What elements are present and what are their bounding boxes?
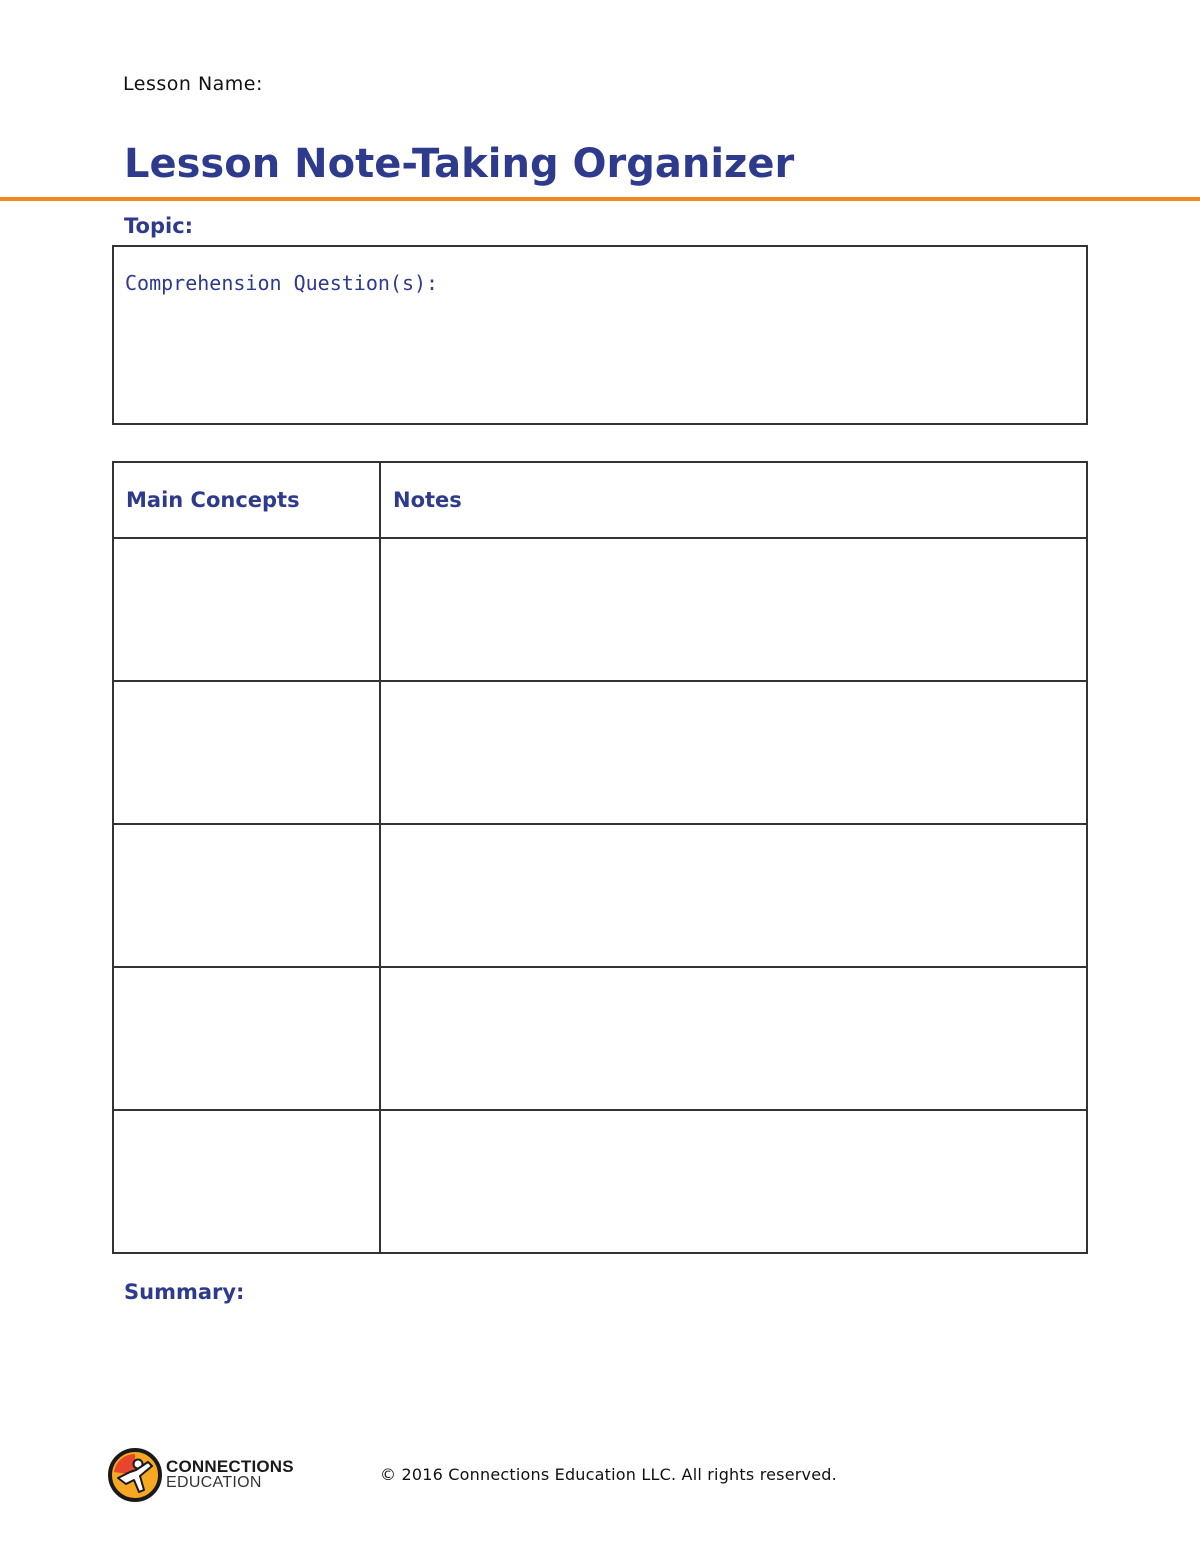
header-notes: Notes <box>380 462 1087 538</box>
notes-cell[interactable] <box>380 824 1087 967</box>
notes-table <box>112 461 1088 1254</box>
notes-cell[interactable] <box>380 681 1087 824</box>
table-row <box>113 967 1087 1110</box>
page-title: Lesson Note-Taking Organizer <box>124 141 795 187</box>
notes-cell[interactable] <box>380 538 1087 681</box>
summary-label: Summary: <box>124 1280 245 1304</box>
lesson-name-label: Lesson Name: <box>123 73 263 95</box>
comprehension-question-box[interactable] <box>112 245 1088 425</box>
logo-emblem-icon <box>106 1444 164 1506</box>
comprehension-question-label: Comprehension Question(s): <box>125 271 439 295</box>
table-header-row <box>113 462 1087 538</box>
notes-cell[interactable] <box>380 967 1087 1110</box>
table-row <box>113 538 1087 681</box>
table-row <box>113 824 1087 967</box>
concept-cell[interactable] <box>113 681 380 824</box>
concept-cell[interactable] <box>113 538 380 681</box>
copyright-notice: © 2016 Connections Education LLC. All rights reserved. <box>380 1465 837 1484</box>
table-row <box>113 1110 1087 1253</box>
concept-cell[interactable] <box>113 967 380 1110</box>
table-row <box>113 681 1087 824</box>
title-divider <box>0 197 1200 201</box>
logo-text-education: EDUCATION <box>166 1474 262 1491</box>
logo-text-connections: CONNECTIONS <box>166 1457 294 1476</box>
concept-cell[interactable] <box>113 1110 380 1253</box>
notes-cell[interactable] <box>380 1110 1087 1253</box>
concept-cell[interactable] <box>113 824 380 967</box>
header-main-concepts: Main Concepts <box>113 462 380 538</box>
topic-label: Topic: <box>124 214 194 238</box>
connections-education-logo <box>106 1444 306 1506</box>
